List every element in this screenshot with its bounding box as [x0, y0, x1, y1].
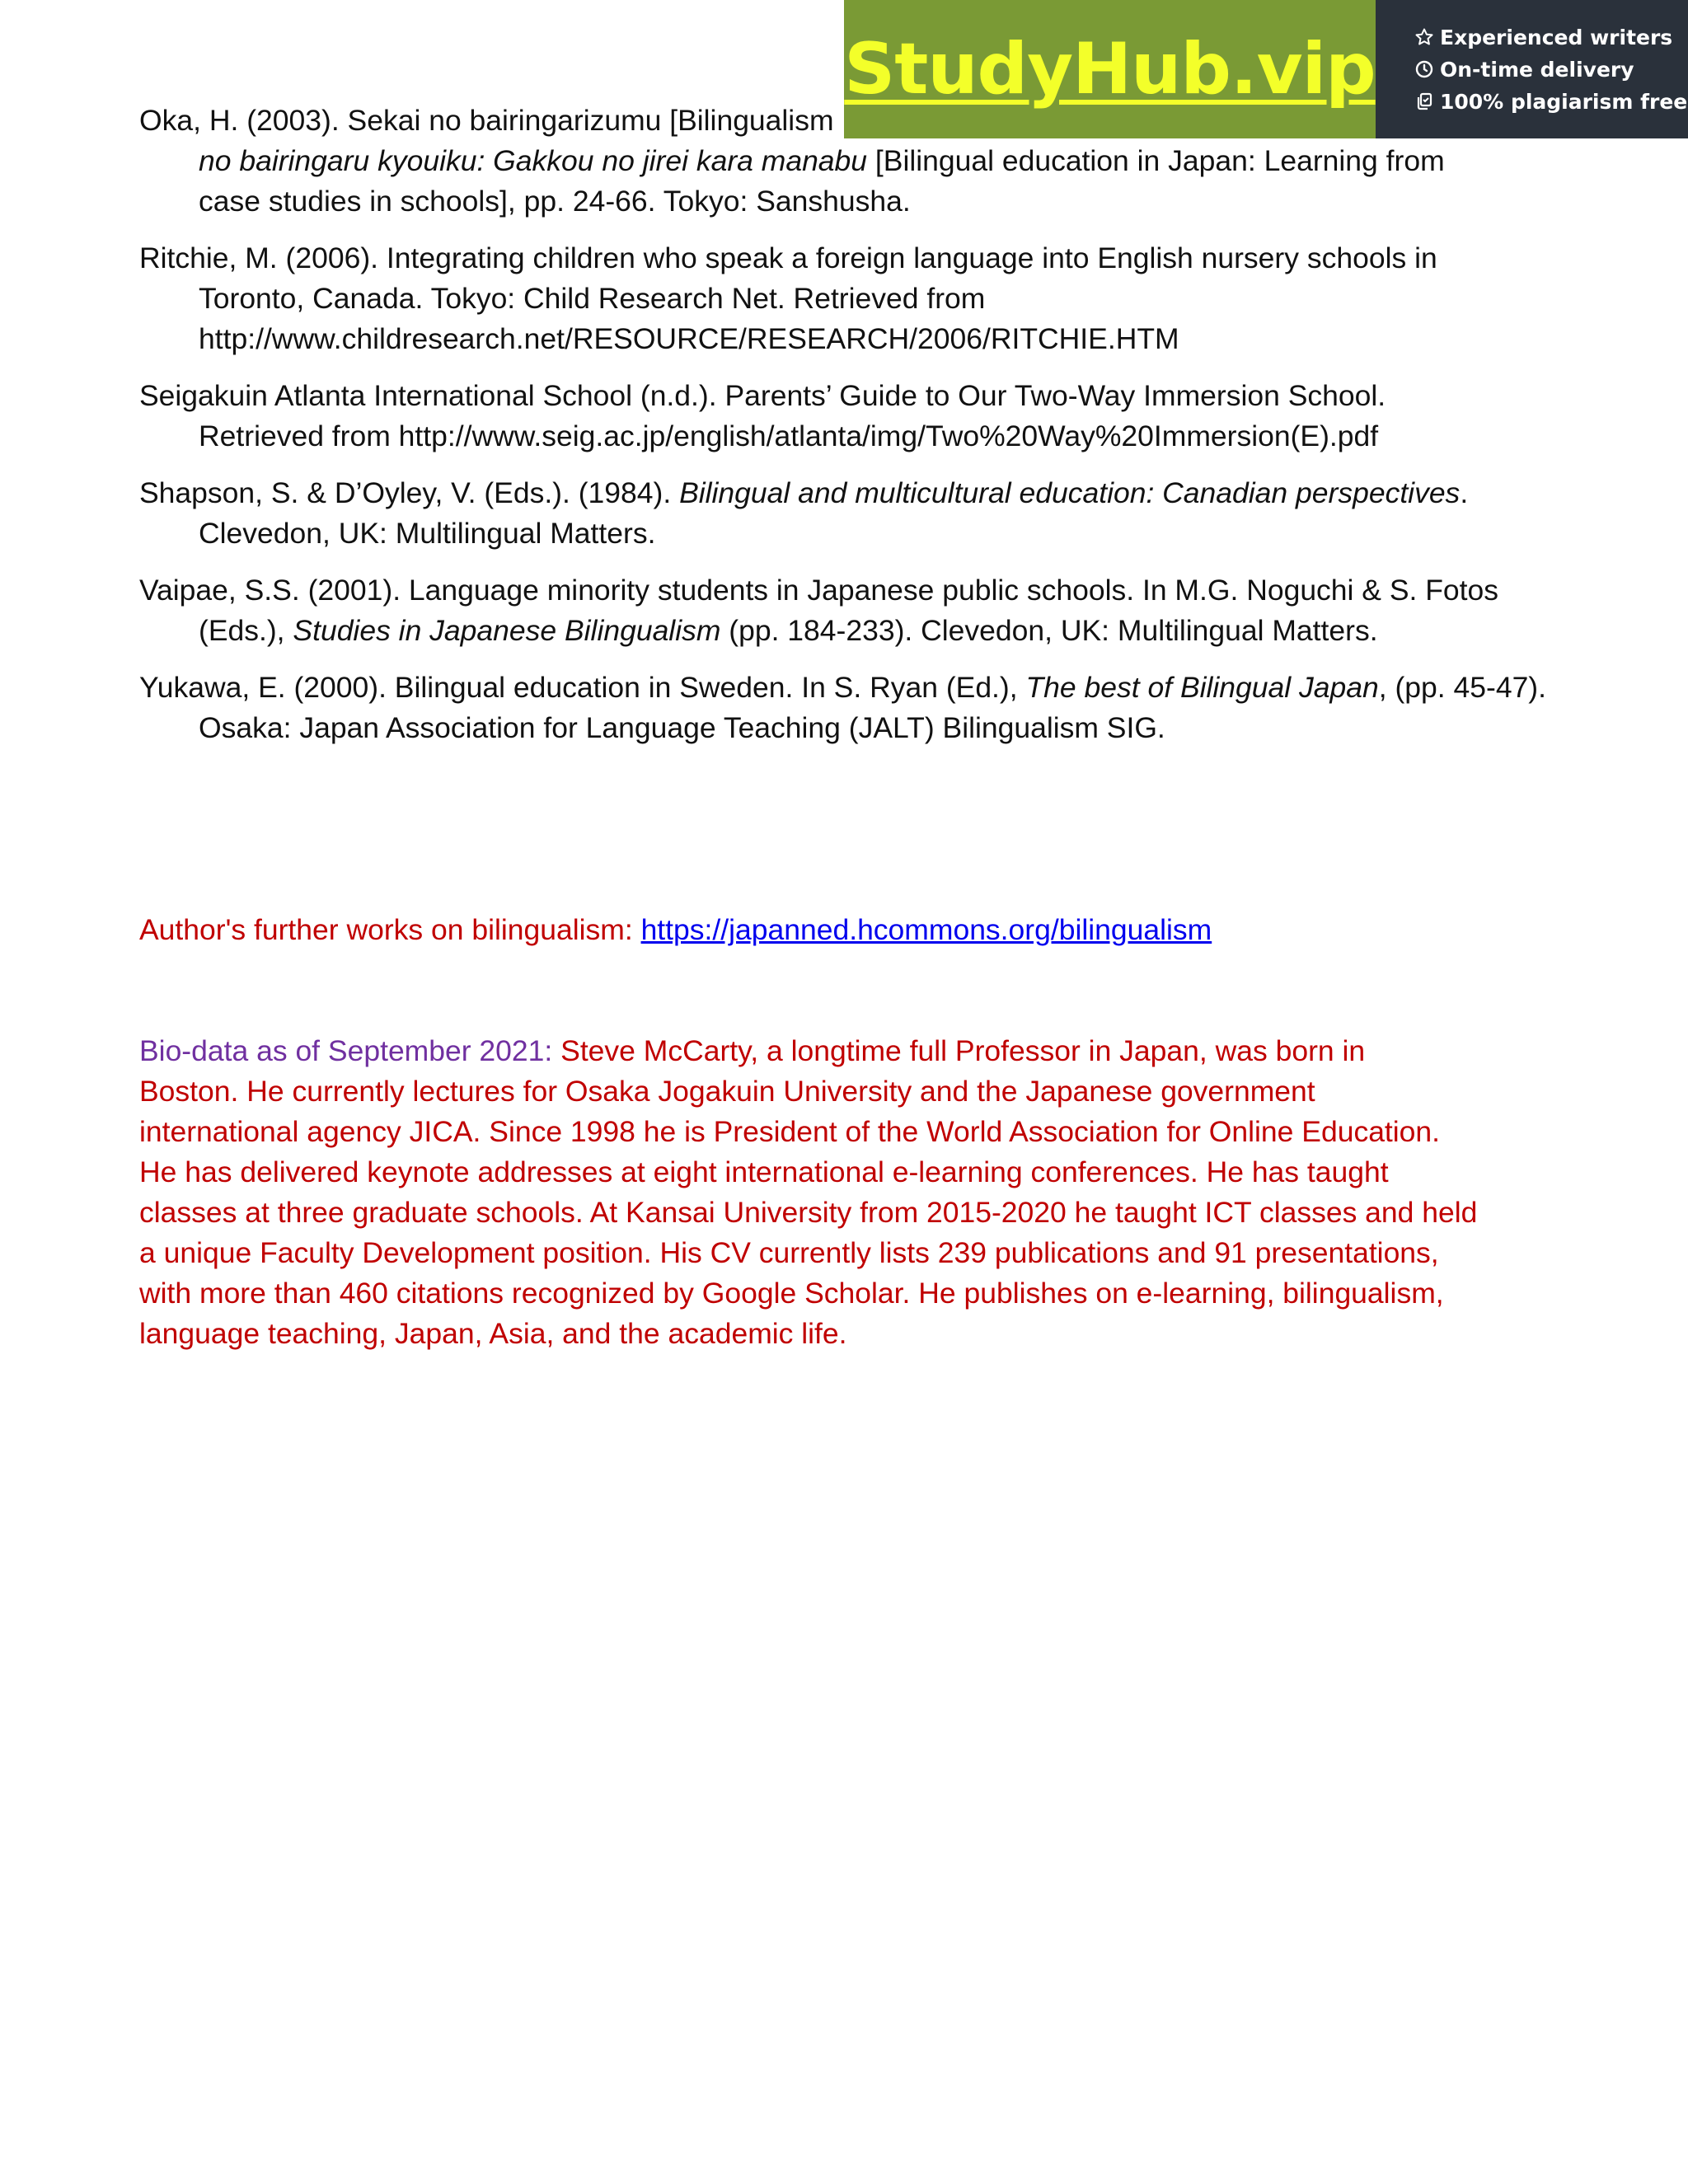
reference-text: Retrieved from http://www.seig.ac.jp/english/atlanta/img/Two%20Way%20Immersion(E).pdf	[199, 419, 1379, 452]
reference-text: Yukawa, E. (2000). Bilingual education in Sweden. In S. Ryan (Ed.),	[139, 671, 1026, 704]
feature-on-time-delivery	[1414, 58, 1688, 82]
bio-line: a unique Faculty Development position. His CV currently lists 239 publications and 91 presentations,	[139, 1236, 1439, 1269]
reference-italic-title: The best of Bilingual Japan	[1025, 671, 1379, 704]
reference-text: case studies in schools], pp. 24-66. Tokyo: Sanshusha.	[199, 185, 911, 218]
clock-icon	[1414, 59, 1435, 80]
further-works	[139, 910, 1212, 950]
reference-text: Toronto, Canada. Tokyo: Child Research Net. Retrieved from	[199, 282, 986, 315]
bio-line: Boston. He currently lectures for Osaka Jogakuin University and the Japanese government	[139, 1075, 1315, 1108]
bio-line: classes at three graduate schools. At Kansai University from 2015-2020 he taught ICT classes and held	[139, 1196, 1478, 1229]
reference-text: (Eds.),	[199, 614, 293, 647]
reference-shapson	[139, 473, 1573, 554]
reference-seigakuin	[139, 376, 1573, 457]
reference-text: [Bilingual education in Japan: Learning from	[867, 144, 1445, 177]
star-icon	[1414, 26, 1435, 48]
reference-text: Clevedon, UK: Multilingual Matters.	[199, 517, 656, 550]
reference-text: Oka, H. (2003). Sekai no bairingarizumu [Bilingualism	[139, 104, 834, 137]
bio-line: He has delivered keynote addresses at eight international e-learning conferences. He has taught	[139, 1155, 1389, 1188]
reference-url: http://www.childresearch.net/RESOURCE/RESEARCH/2006/RITCHIE.HTM	[199, 322, 1179, 355]
bio-line: international agency JICA. Since 1998 he is President of the World Association for Online Education.	[139, 1115, 1441, 1148]
reference-oka	[139, 101, 1573, 222]
feature-label: On-time delivery	[1440, 57, 1634, 82]
reference-text: Ritchie, M. (2006). Integrating children who speak a foreign language into English nursery schools in	[139, 241, 1437, 274]
further-works-label: Author's further works on bilingualism:	[139, 913, 641, 946]
reference-italic-title: Bilingual and multicultural education: Canadian perspectives	[679, 476, 1461, 509]
reference-vaipae	[139, 570, 1573, 651]
reference-ritchie	[139, 238, 1573, 359]
feature-experienced-writers	[1414, 26, 1688, 49]
bio-line: language teaching, Japan, Asia, and the academic life.	[139, 1317, 847, 1350]
reference-text: (pp. 184-233). Clevedon, UK: Multilingual Matters.	[720, 614, 1378, 647]
bio-line	[139, 1031, 1573, 1071]
bio-text: Steve McCarty, a longtime full Professor in Japan, was born in	[560, 1034, 1366, 1067]
reference-list	[139, 101, 1573, 765]
reference-yukawa	[139, 668, 1573, 748]
reference-italic-title: Studies in Japanese Bilingualism	[293, 614, 721, 647]
reference-text: , (pp. 45-47).	[1378, 671, 1546, 704]
reference-italic-title: no bairingaru kyouiku: Gakkou no jirei kara manabu	[199, 144, 868, 177]
bio-label: Bio-data as of September 2021:	[139, 1034, 561, 1067]
brand-logo[interactable]: StudyHub.vip	[844, 28, 1376, 110]
reference-text: Shapson, S. & D’Oyley, V. (Eds.). (1984).	[139, 476, 680, 509]
reference-text: .	[1460, 476, 1469, 509]
reference-text: Osaka: Japan Association for Language Teaching (JALT) Bilingualism SIG.	[199, 711, 1165, 744]
reference-text: Vaipae, S.S. (2001). Language minority students in Japanese public schools. In M.G. Noguchi & S. Fotos	[139, 574, 1499, 607]
reference-text: Seigakuin Atlanta International School (n.d.). Parents’ Guide to Our Two-Way Immersion School.	[139, 379, 1386, 412]
bio-line: with more than 460 citations recognized by Google Scholar. He publishes on e-learning, bilingualism,	[139, 1277, 1444, 1310]
feature-label: Experienced writers	[1440, 25, 1673, 49]
further-works-link[interactable]: https://japanned.hcommons.org/bilingualism	[640, 913, 1212, 946]
bio-data	[139, 1031, 1573, 1354]
feature-label: 100% plagiarism free	[1440, 89, 1688, 114]
